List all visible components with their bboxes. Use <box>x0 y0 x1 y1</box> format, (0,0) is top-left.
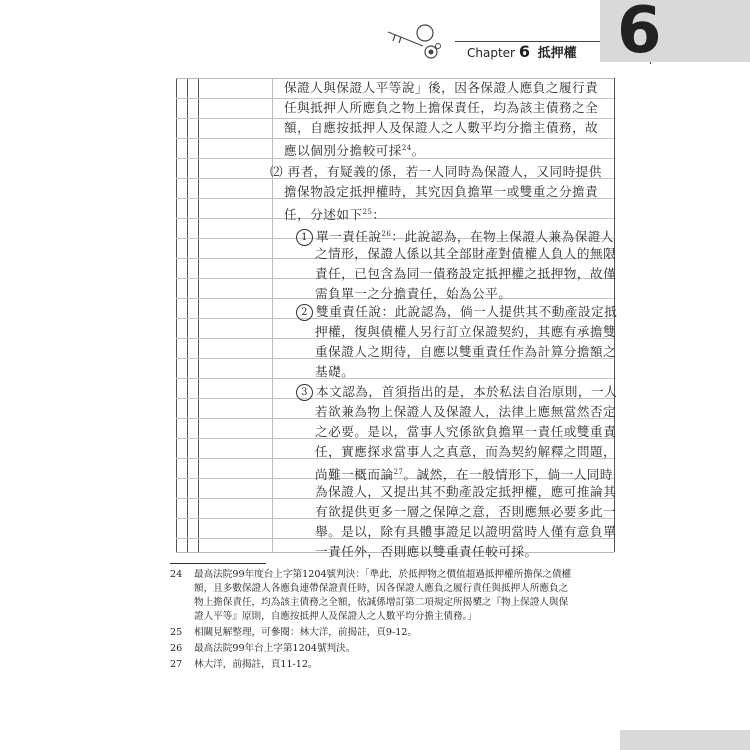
body-line: 任與抵押人所應負之物上擔保責任，均為該主債務之全 <box>284 100 599 115</box>
body-line: 擔保物設定抵押權時，其究因負擔單一或雙重之分擔責 <box>284 184 599 199</box>
chapter-label: Chapter 6 抵押權 <box>467 42 577 61</box>
body-line: 應以個別分擔較可採$^{24}$。 <box>284 143 425 159</box>
body-line: 需負單一之分擔責任，始為公平。 <box>315 286 512 301</box>
key-icon <box>385 14 455 62</box>
footnote-24-line: 證人平等』原則，自應按抵押人及保證人之人數平均分擔主債務。」 <box>194 611 478 622</box>
footnote-26: 26 最高法院99年台上字第1204號判決。 <box>170 643 356 654</box>
chapter-tab-number: 6 <box>617 0 662 68</box>
body-line: 有欲提供更多一層之保障之意，否則應無必要多此一 <box>315 504 617 519</box>
chapter-title: 抵押權 <box>537 46 577 61</box>
footnote-24: 24 最高法院99年度台上字第1204號判決：「準此，於抵押物之價值超過抵押權所擔保之債權 <box>170 569 572 580</box>
bottom-tab <box>620 730 750 750</box>
body-line: 之情形，保證人係以其全部財產對債權人負人的無限 <box>315 246 617 261</box>
footnote-24-line: 額，且多數保證人各應負連帶保證責任時，因各保證人應負之履行責任與抵押人所應負之 <box>194 583 569 594</box>
body-line: 任，實應探求當事人之真意，而為契約解釋之問題， <box>315 444 617 459</box>
body-line: 一責任外，否則應以雙重責任較可採。 <box>315 544 538 559</box>
body-line: 若欲兼為物上保證人及保證人，法律上應無當然否定 <box>315 404 617 419</box>
footnote-24-line: 物上擔保責任，均為該主債務之全額，依誠係增訂第二項規定所揭櫫之『物上保證人與保 <box>194 597 569 608</box>
circled-number: 2 <box>296 304 313 321</box>
ruling-line <box>176 378 614 379</box>
footnote-27: 27 林大洋，前揭註，頁11-12。 <box>170 659 318 670</box>
footnote-25: 25 相關見解整理，可參閱：林大洋，前揭註，頁9-12。 <box>170 627 418 638</box>
body-line: 之必要。是以，當事人究係欲負擔單一責任或雙重責 <box>315 424 617 439</box>
body-line: 押權，復與債權人另行訂立保證契約，其應有承擔雙 <box>315 324 617 339</box>
circled-number: 1 <box>296 229 313 246</box>
body-line: 保證人與保證人平等說」後，因各保證人應負之履行責 <box>284 80 599 95</box>
circled-number: 3 <box>296 384 313 401</box>
body-line: ⑵ 再者，有疑義的係，若一人同時為保證人，又同時提供 <box>270 164 602 179</box>
body-line: 舉。是以，除有具體事證足以證明當時人僅有意負單 <box>315 524 617 539</box>
body-line: 為保證人，又提出其不動產設定抵押權，應可推論其 <box>315 484 617 499</box>
body-line: 2 雙重責任說：此說認為，倘一人提供其不動產設定抵 <box>296 302 617 322</box>
body-line: 基礎。 <box>315 364 355 379</box>
body-line: 尚難一概而論$^{27}$。誠然，在一般情形下，倘一人同時 <box>315 467 613 483</box>
body-line: 1 單一責任說$^{26}$：此說認為，在物上保證人兼為保證人 <box>296 224 614 247</box>
body-line: 3 本文認為，首須指出的是，本於私法自治原則，一人 <box>296 382 617 402</box>
ruling-line <box>176 218 614 219</box>
body-line: 責任，已包含為同一債務設定抵押權之抵押物，故僅 <box>315 266 617 281</box>
body-line: 重保證人之期待，自應以雙重責任作為計算分擔額之 <box>315 344 617 359</box>
body-line: 任，分述如下$^{25}$： <box>284 207 386 223</box>
body-line: 額，自應按抵押人及保證人之人數平均分擔主債務，故 <box>284 120 599 135</box>
footnote-rule <box>170 563 266 564</box>
